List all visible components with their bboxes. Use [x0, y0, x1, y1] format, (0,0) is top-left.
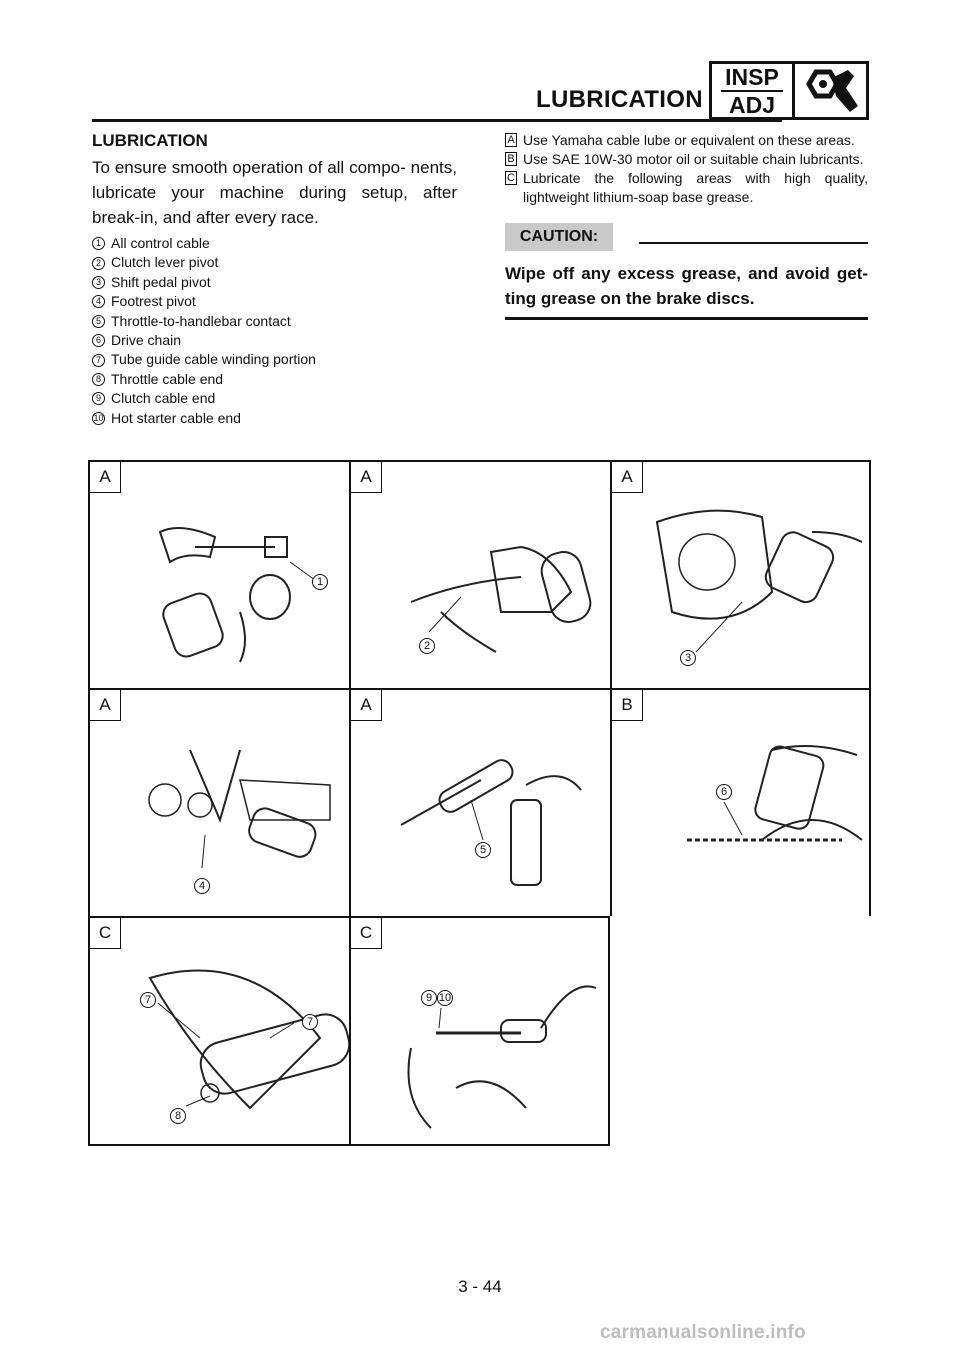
lubrication-point	[92, 350, 457, 369]
callout-8: 8	[170, 1108, 186, 1124]
shift-pedal-illustration	[612, 462, 872, 688]
item-text: All control cable	[111, 235, 210, 251]
callout-7b: 7	[302, 1014, 318, 1030]
figure-footrest	[88, 688, 349, 916]
note-item	[505, 169, 868, 207]
section-title: LUBRICATION	[536, 86, 703, 113]
note-key: C	[505, 171, 517, 185]
notes-list	[505, 131, 868, 207]
item-text: Tube guide cable winding portion	[111, 351, 316, 368]
left-column	[92, 131, 457, 428]
item-number: 6	[92, 334, 105, 347]
lubrication-point	[92, 409, 457, 428]
figure-control-cable	[88, 460, 349, 688]
callout-10: 10	[438, 992, 452, 1004]
item-number: 7	[92, 354, 105, 367]
note-text: Use Yamaha cable lube or equivalent on these areas.	[523, 132, 855, 148]
item-number: 5	[92, 315, 105, 328]
lubrication-point	[92, 292, 457, 311]
intro-paragraph: To ensure smooth operation of all compo- nents, lubricate your machine during setup, after break-in, and after every race.	[92, 158, 457, 227]
lubrication-point	[92, 234, 457, 253]
item-number: 3	[92, 276, 105, 289]
badge-text	[712, 64, 795, 117]
figure-clutch-lever	[349, 460, 610, 688]
lubrication-point	[92, 370, 457, 389]
caution-line	[639, 242, 868, 244]
callout-2: 2	[419, 638, 435, 654]
tube-guide-illustration	[90, 918, 350, 1146]
item-number: 8	[92, 373, 105, 386]
callout-7a: 7	[140, 992, 156, 1008]
footrest-illustration	[90, 690, 350, 916]
item-number: 4	[92, 295, 105, 308]
badge-top-label: INSP	[725, 63, 779, 90]
item-text: Clutch cable end	[111, 390, 216, 407]
note-key: A	[505, 133, 517, 147]
note-item	[505, 131, 868, 150]
header-rule	[92, 119, 782, 122]
callout-6: 6	[716, 784, 732, 800]
figure-tag: C	[90, 918, 121, 949]
lubrication-point	[92, 253, 457, 272]
throttle-illustration	[351, 690, 611, 916]
item-text: Shift pedal pivot	[111, 273, 211, 290]
callout-3: 3	[680, 650, 696, 666]
callout-4: 4	[194, 878, 210, 894]
callout-9: 9	[421, 990, 437, 1006]
illustration-grid	[88, 460, 872, 1146]
figure-tag: B	[612, 690, 643, 721]
right-column	[505, 131, 868, 320]
badge-bottom-label: ADJ	[728, 91, 775, 118]
watermark: carmanualsonline.info	[600, 1322, 806, 1343]
figure-throttle	[349, 688, 610, 916]
item-number: 9	[92, 392, 105, 405]
item-text: Footrest pivot	[111, 293, 196, 310]
page-number: 3 - 44	[458, 1277, 502, 1296]
note-text: Lubricate the following areas with high quality, lightweight lithium-soap base grease.	[523, 170, 868, 205]
wrench-icon	[795, 64, 866, 117]
figure-tag: A	[351, 462, 382, 493]
figure-row-1	[88, 460, 872, 688]
item-text: Hot starter cable end	[111, 409, 241, 426]
figure-tag: A	[90, 690, 121, 721]
item-text: Throttle cable end	[111, 370, 224, 387]
figure-tag: C	[351, 918, 382, 949]
figure-row-2	[88, 688, 872, 916]
spray-cable-illustration	[90, 462, 350, 688]
note-text: Use SAE 10W-30 motor oil or suitable chain lubricants.	[523, 151, 864, 167]
figure-shift-pedal	[610, 460, 871, 688]
caution-rule	[505, 317, 868, 320]
lubrication-point-list	[92, 234, 457, 428]
caution-header	[505, 223, 868, 251]
item-text: Clutch lever pivot	[111, 254, 219, 271]
lubrication-point	[92, 312, 457, 331]
lubrication-point	[92, 389, 457, 408]
item-text: Drive chain	[111, 332, 182, 349]
callout-5: 5	[475, 842, 491, 858]
insp-adj-badge	[709, 61, 869, 120]
figure-tube-guide	[88, 916, 349, 1146]
cable-end-illustration	[351, 918, 611, 1146]
figure-row-3	[88, 916, 872, 1146]
drive-chain-illustration	[612, 690, 872, 916]
note-item	[505, 150, 868, 169]
clutch-lever-illustration	[351, 462, 611, 688]
item-number: 2	[92, 257, 105, 270]
caution-text: Wipe off any excess grease, and avoid get- ting grease on the brake discs.	[505, 264, 868, 308]
item-number: 1	[92, 237, 105, 250]
figure-tag: A	[90, 462, 121, 493]
figure-drive-chain	[610, 688, 871, 916]
caution-label: CAUTION:	[505, 223, 613, 251]
lubrication-point	[92, 331, 457, 350]
heading: LUBRICATION	[92, 131, 208, 150]
item-number: 10	[93, 412, 104, 423]
figure-tag: A	[612, 462, 643, 493]
item-text: Throttle-to-handlebar contact	[111, 312, 291, 329]
callout-1: 1	[312, 574, 328, 590]
lubrication-point	[92, 273, 457, 292]
note-key: B	[505, 152, 517, 166]
figure-cable-ends	[349, 916, 610, 1146]
figure-tag: A	[351, 690, 382, 721]
